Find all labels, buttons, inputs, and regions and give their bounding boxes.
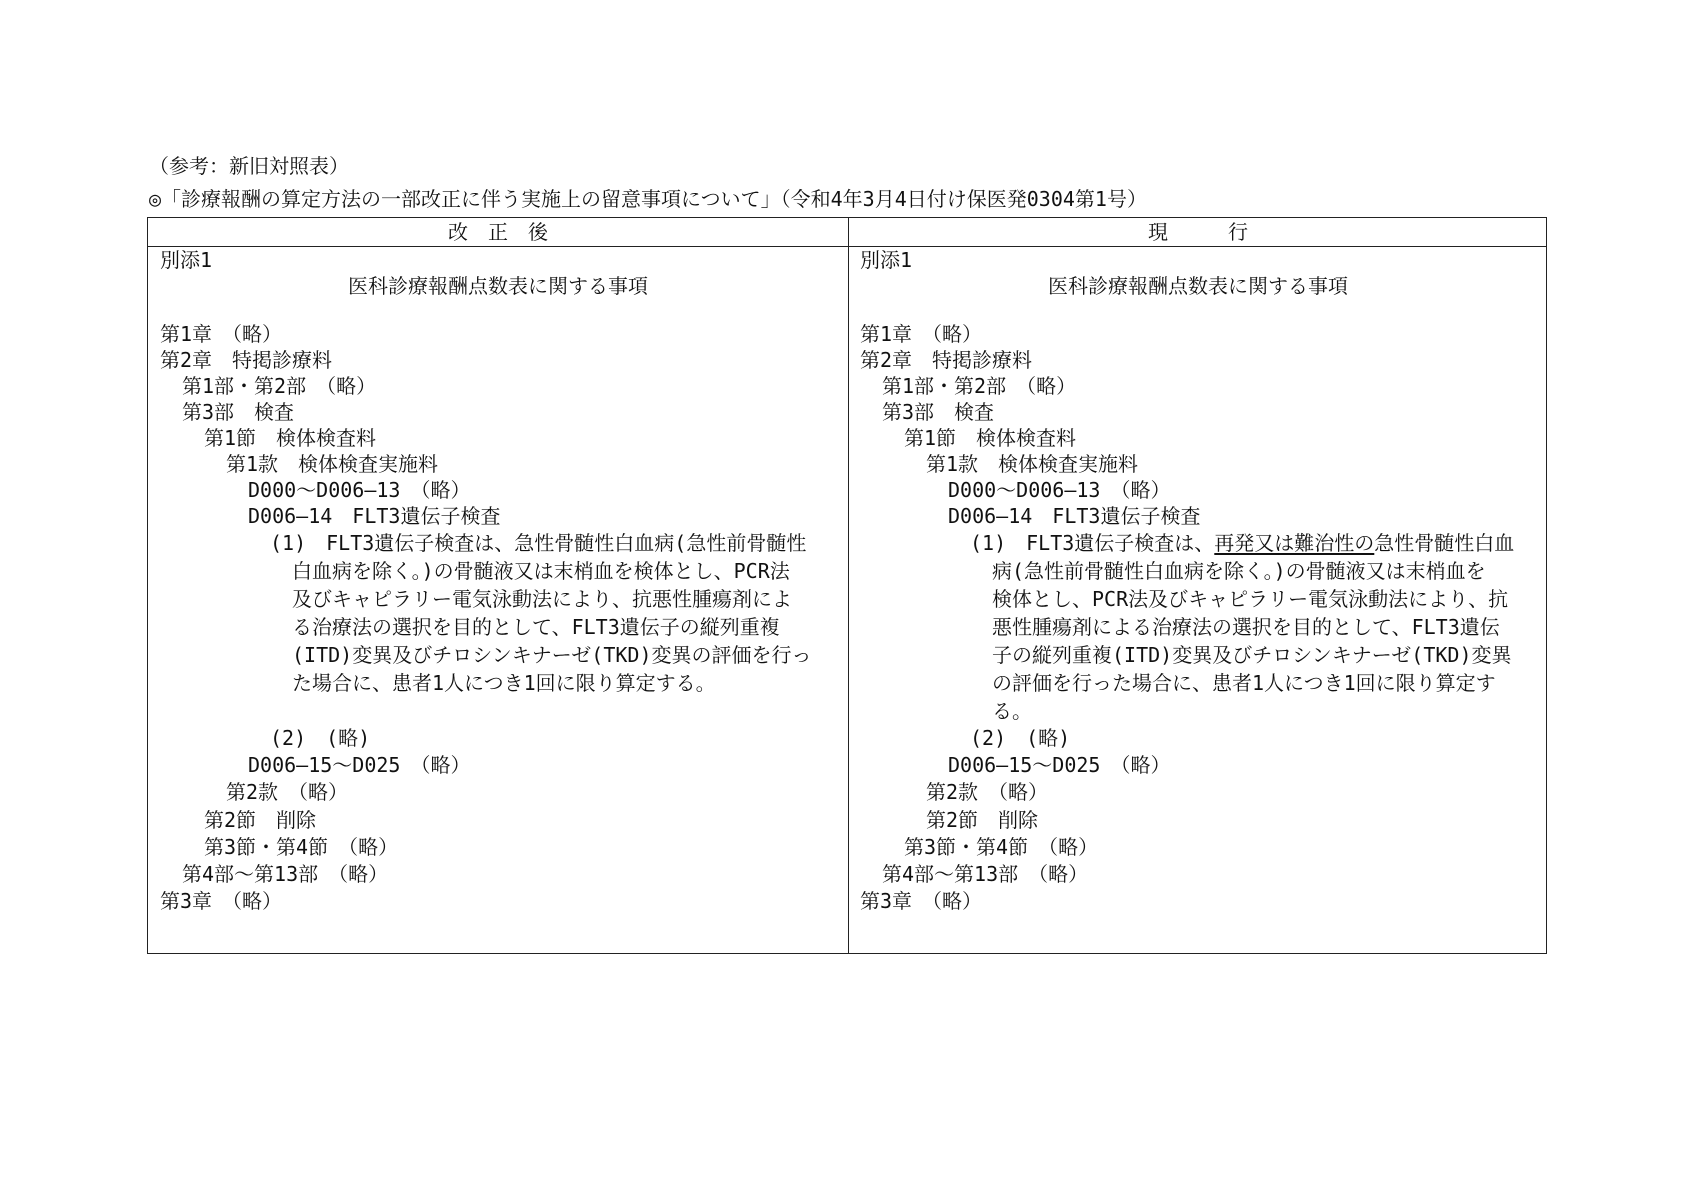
article-2: 第2款 （略）	[926, 780, 1049, 804]
item-d000: D000～D006―13 （略）	[948, 478, 1171, 502]
part-4-13: 第4部～第13部 （略）	[182, 862, 389, 886]
paragraph-1-line: 病(急性前骨髄性白血病を除く。)の骨髄液又は末梢血を	[992, 559, 1486, 583]
paragraph-1-line: 悪性腫瘍剤による治療法の選択を目的として、FLT3遺伝	[992, 615, 1500, 639]
section-2: 第2節 削除	[204, 808, 317, 832]
section-title: 医科診療報酬点数表に関する事項	[348, 274, 648, 298]
column-heading-revised: 改 正 後	[448, 220, 548, 244]
chapter-2: 第2章 特掲診療料	[160, 348, 333, 372]
chapter-3: 第3章 （略）	[160, 889, 283, 913]
article-1: 第1款 検体検査実施料	[226, 452, 439, 476]
paragraph-1-line: 子の縦列重複(ITD)変異及びチロシンキナーゼ(TKD)変異	[992, 643, 1512, 667]
section-3-4: 第3節・第4節 （略）	[204, 835, 399, 859]
chapter-1: 第1章 （略）	[160, 322, 283, 346]
paragraph-1-line: の評価を行った場合に、患者1人につき1回に限り算定す	[992, 671, 1496, 695]
part-4-13: 第4部～第13部 （略）	[882, 862, 1089, 886]
paragraph-1-line: 白血病を除く。)の骨髄液又は末梢血を検体とし、PCR法	[292, 559, 790, 583]
article-1: 第1款 検体検査実施料	[926, 452, 1139, 476]
chapter-3: 第3章 （略）	[860, 889, 983, 913]
attachment-label: 別添1	[160, 248, 213, 272]
comparison-table	[147, 217, 1547, 954]
column-current	[848, 246, 1548, 953]
part-1-2: 第1部・第2部 （略）	[182, 374, 377, 398]
document-title: ◎「診療報酬の算定方法の一部改正に伴う実施上の留意事項について」（令和4年3月4日付け保医発0304第1号）	[149, 187, 1147, 211]
item-d006-14: D006―14 FLT3遺伝子検査	[948, 504, 1201, 528]
paragraph-1-text: (1) FLT3遺伝子検査は、	[970, 531, 1215, 555]
paragraph-1-line: 及びキャピラリー電気泳動法により、抗悪性腫瘍剤によ	[292, 587, 792, 611]
paragraph-1-line: た場合に、患者1人につき1回に限り算定する。	[292, 671, 716, 695]
paragraph-2: (2) (略)	[270, 726, 371, 750]
item-d006-14: D006―14 FLT3遺伝子検査	[248, 504, 501, 528]
item-d006-15: D006―15～D025 （略）	[948, 753, 1171, 777]
paragraph-1-line: る治療法の選択を目的として、FLT3遺伝子の縦列重複	[292, 615, 780, 639]
paragraph-2: (2) (略)	[970, 726, 1071, 750]
paragraph-1-line: 検体とし、PCR法及びキャピラリー電気泳動法により、抗	[992, 587, 1509, 611]
column-heading-current: 現 行	[1148, 220, 1248, 244]
part-3: 第3部 検査	[182, 400, 295, 424]
attachment-label: 別添1	[860, 248, 913, 272]
item-d006-15: D006―15～D025 （略）	[248, 753, 471, 777]
column-revised	[148, 246, 848, 953]
chapter-2: 第2章 特掲診療料	[860, 348, 1033, 372]
section-1: 第1節 検体検査料	[204, 426, 377, 450]
changed-text-underlined: 再発又は難治性の	[1214, 531, 1375, 555]
section-3-4: 第3節・第4節 （略）	[904, 835, 1099, 859]
section-title: 医科診療報酬点数表に関する事項	[1048, 274, 1348, 298]
section-1: 第1節 検体検査料	[904, 426, 1077, 450]
reference-label: （参考：新旧対照表）	[149, 154, 349, 178]
paragraph-1-first-line	[970, 529, 1514, 558]
section-2: 第2節 削除	[926, 808, 1039, 832]
part-1-2: 第1部・第2部 （略）	[882, 374, 1077, 398]
item-d000: D000～D006―13 （略）	[248, 478, 471, 502]
paragraph-1-line: (1) FLT3遺伝子検査は、急性骨髄性白血病(急性前骨髄性	[270, 531, 807, 555]
article-2: 第2款 （略）	[226, 780, 349, 804]
paragraph-1-text: 急性骨髄性白血	[1374, 531, 1515, 555]
chapter-1: 第1章 （略）	[860, 322, 983, 346]
part-3: 第3部 検査	[882, 400, 995, 424]
paragraph-1-line: る。	[992, 699, 1032, 723]
paragraph-1-line: (ITD)変異及びチロシンキナーゼ(TKD)変異の評価を行っ	[292, 643, 812, 667]
